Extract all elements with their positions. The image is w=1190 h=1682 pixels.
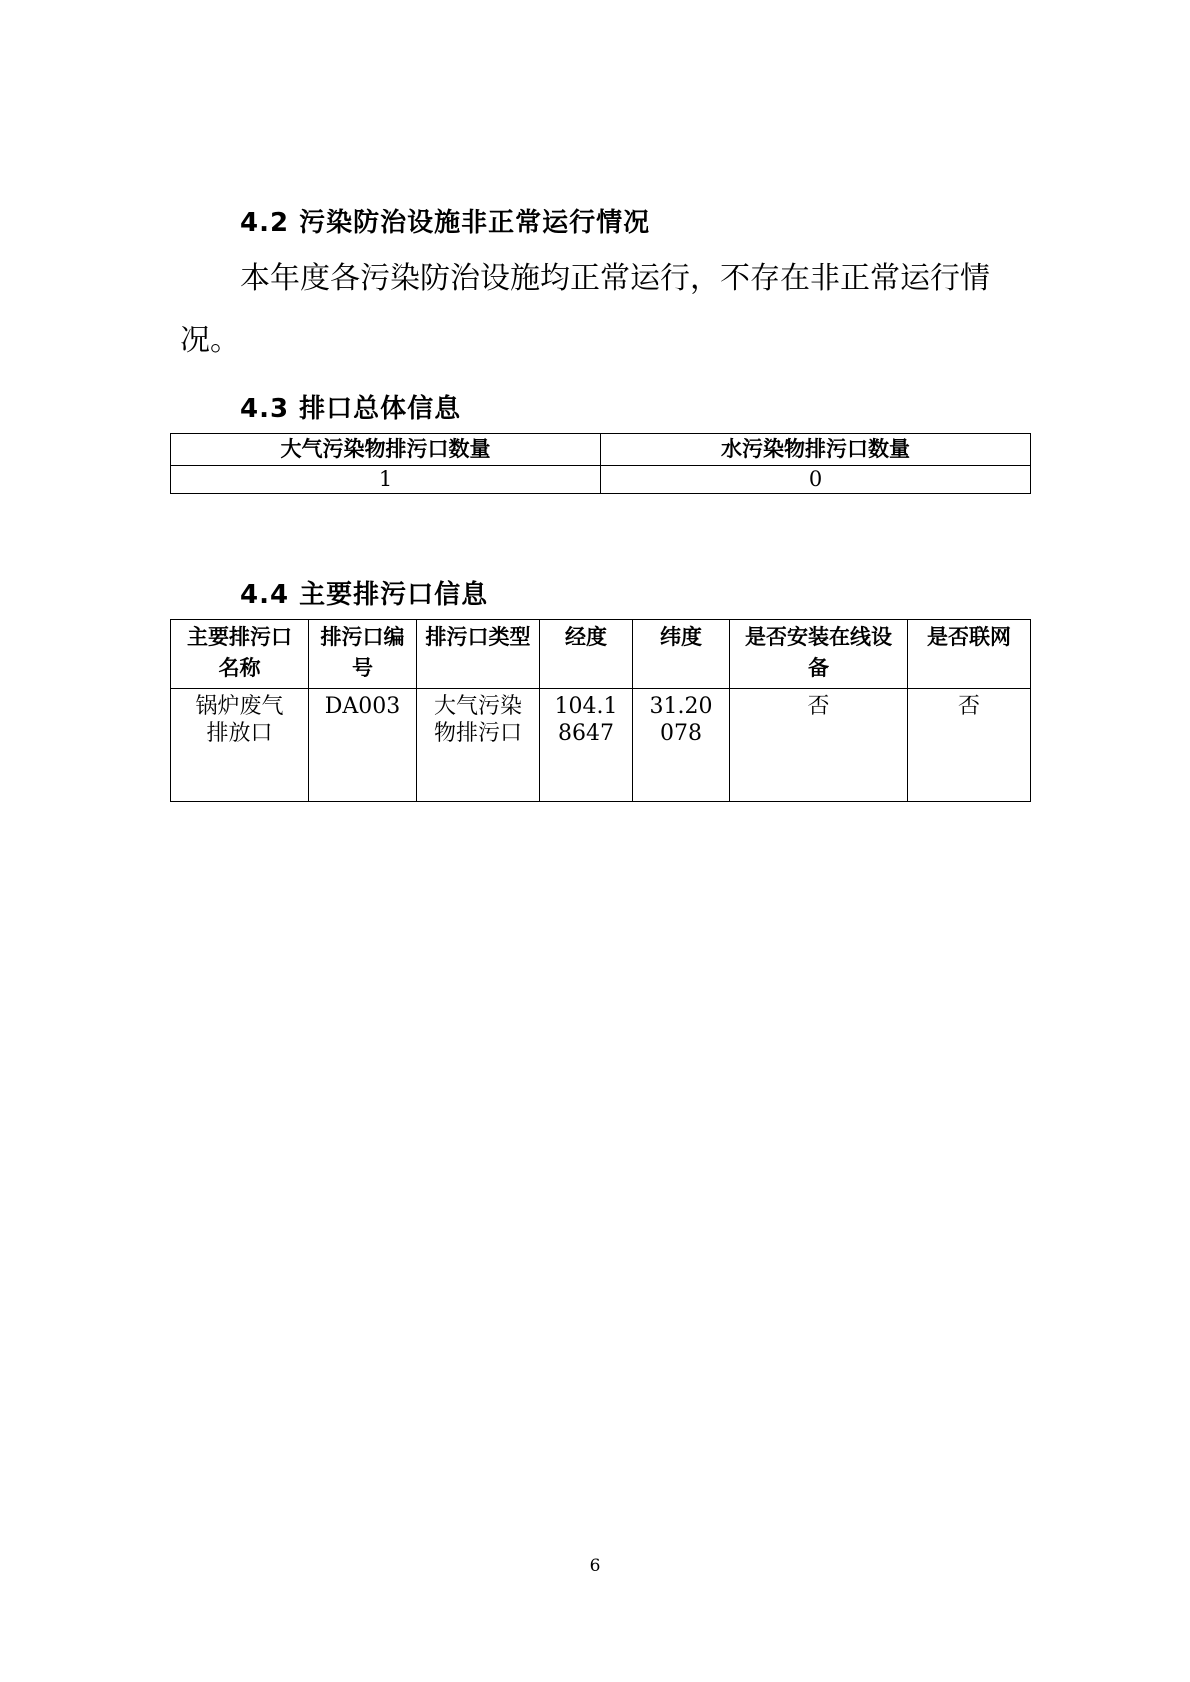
table-cell: 104.18647 <box>540 689 633 802</box>
table-row <box>171 689 1031 802</box>
table-header-row <box>171 434 1031 466</box>
table-cell: 否 <box>908 689 1031 802</box>
main-outlet-table <box>170 619 1031 802</box>
table-header-cell: 排污口类型 <box>417 620 540 689</box>
table-header-row <box>171 620 1031 689</box>
page-number: 6 <box>589 1556 601 1576</box>
table-cell: 锅炉废气排放口 <box>171 689 309 802</box>
table-header-cell: 排污口编号 <box>309 620 417 689</box>
table-header-cell: 经度 <box>540 620 633 689</box>
outlet-summary-table <box>170 433 1031 494</box>
table-header-cell: 大气污染物排污口数量 <box>171 434 601 466</box>
section-4-3-heading: 4.3 排口总体信息 <box>240 394 462 424</box>
table-header-cell: 主要排污口名称 <box>171 620 309 689</box>
table-header-cell: 是否安装在线设备 <box>730 620 908 689</box>
table-cell: DA003 <box>309 689 417 802</box>
section-4-4-heading: 4.4 主要排污口信息 <box>240 580 489 610</box>
table-cell: 大气污染物排污口 <box>417 689 540 802</box>
table-cell: 1 <box>171 466 601 494</box>
table-header-cell: 是否联网 <box>908 620 1031 689</box>
table-row <box>171 466 1031 494</box>
table-cell: 31.20078 <box>633 689 730 802</box>
table-header-cell: 纬度 <box>633 620 730 689</box>
section-4-2-heading: 4.2 污染防治设施非正常运行情况 <box>240 208 651 238</box>
section-4-2-paragraph: 本年度各污染防治设施均正常运行，不存在非正常运行情况。 <box>180 261 990 358</box>
table-cell: 0 <box>601 466 1031 494</box>
table-header-cell: 水污染物排污口数量 <box>601 434 1031 466</box>
table-cell: 否 <box>730 689 908 802</box>
